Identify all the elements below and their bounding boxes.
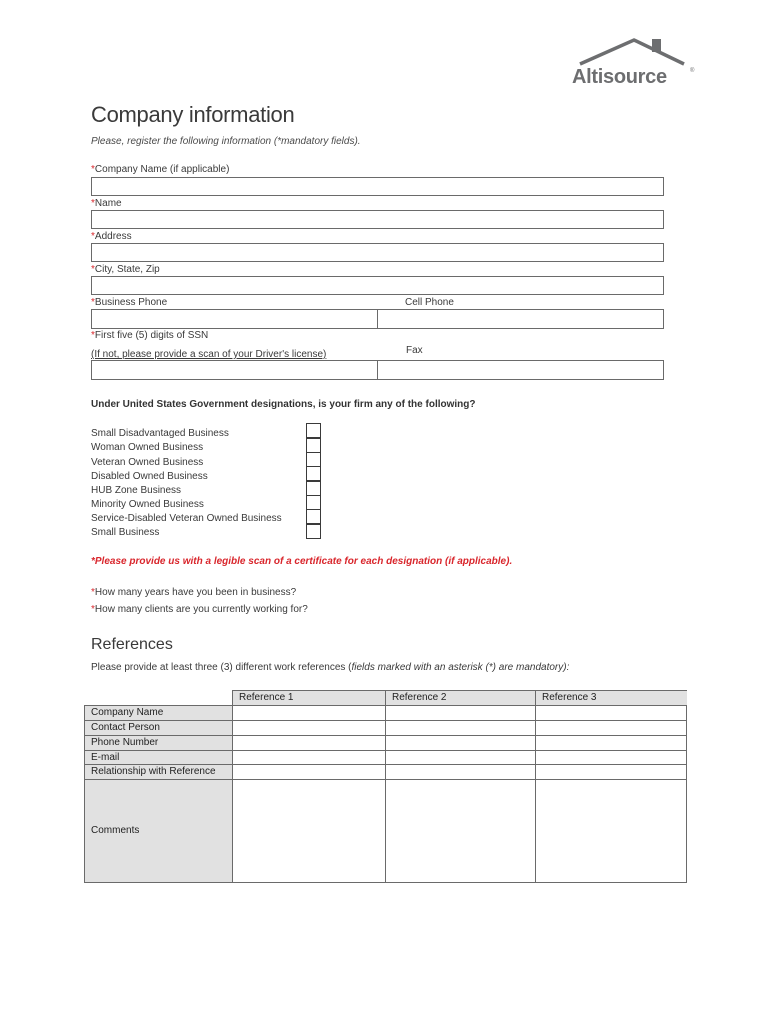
ssn-note: (If not, please provide a scan of your Driver's license) xyxy=(91,349,327,360)
reference-3-company-name-cell[interactable] xyxy=(536,706,687,721)
current-clients-question: *How many clients are you currently working for? xyxy=(91,604,308,615)
city-state-zip-label: *City, State, Zip xyxy=(91,264,160,275)
row-label-contact-person: Contact Person xyxy=(85,721,233,736)
designation-checkbox-woman-owned[interactable] xyxy=(306,438,321,453)
designation-item: Service-Disabled Veteran Owned Business xyxy=(91,513,282,524)
references-intro: Please provide at least three (3) different work references (fields marked with an asterisk (*) are mandatory): xyxy=(91,662,570,673)
registered-mark: ® xyxy=(690,68,695,74)
reference-2-contact-person-cell[interactable] xyxy=(386,721,536,736)
designation-checkbox-small-disadvantaged[interactable] xyxy=(306,423,321,438)
row-label-comments: Comments xyxy=(85,780,233,882)
designation-checkbox-hub-zone[interactable] xyxy=(306,481,321,496)
ssn-label: *First five (5) digits of SSN xyxy=(91,330,209,341)
row-label-company-name: Company Name xyxy=(85,706,233,721)
reference-2-company-name-cell[interactable] xyxy=(386,706,536,721)
designation-item: HUB Zone Business xyxy=(91,485,182,496)
house-roof-icon xyxy=(572,36,696,70)
fax-field[interactable] xyxy=(377,360,664,380)
city-state-zip-field[interactable] xyxy=(91,276,664,295)
page-title: Company information xyxy=(91,102,295,127)
reference-2-relationship-cell[interactable] xyxy=(386,765,536,780)
reference-1-company-name-cell[interactable] xyxy=(233,706,386,721)
altisource-logo xyxy=(572,36,696,92)
row-label-relationship: Relationship with Reference xyxy=(85,765,233,780)
references-title: References xyxy=(91,636,173,653)
column-header-reference-3: Reference 3 xyxy=(536,691,687,706)
reference-1-comments-cell[interactable] xyxy=(233,780,386,882)
designation-item: Small Business xyxy=(91,527,160,538)
business-phone-label: *Business Phone xyxy=(91,297,168,308)
years-in-business-question: *How many years have you been in business? xyxy=(91,587,297,598)
designation-item: Small Disadvantaged Business xyxy=(91,428,229,439)
company-name-label: *Company Name (if applicable) xyxy=(91,164,230,175)
reference-2-phone-number-cell[interactable] xyxy=(386,736,536,751)
reference-1-contact-person-cell[interactable] xyxy=(233,721,386,736)
cell-phone-field[interactable] xyxy=(377,309,664,329)
reference-2-email-cell[interactable] xyxy=(386,751,536,765)
reference-1-email-cell[interactable] xyxy=(233,751,386,765)
references-table xyxy=(84,690,687,883)
row-label-email: E-mail xyxy=(85,751,233,765)
reference-2-comments-cell[interactable] xyxy=(386,780,536,882)
name-field[interactable] xyxy=(91,210,664,229)
fax-label: Fax xyxy=(406,345,423,356)
reference-3-relationship-cell[interactable] xyxy=(536,765,687,780)
designation-item: Disabled Owned Business xyxy=(91,471,208,482)
table-corner xyxy=(84,690,233,706)
designation-checkbox-veteran-owned[interactable] xyxy=(306,452,321,467)
designations-question: Under United States Government designations, is your firm any of the following? xyxy=(91,399,476,410)
address-field[interactable] xyxy=(91,243,664,262)
column-header-reference-2: Reference 2 xyxy=(386,691,536,706)
reference-3-email-cell[interactable] xyxy=(536,751,687,765)
row-label-phone-number: Phone Number xyxy=(85,736,233,751)
logo-text: Altisource xyxy=(572,66,667,88)
column-header-reference-1: Reference 1 xyxy=(233,691,386,706)
name-label: *Name xyxy=(91,198,122,209)
company-name-field[interactable] xyxy=(91,177,664,196)
reference-3-comments-cell[interactable] xyxy=(536,780,687,882)
designation-item: Veteran Owned Business xyxy=(91,457,204,468)
reference-1-relationship-cell[interactable] xyxy=(233,765,386,780)
address-label: *Address xyxy=(91,231,132,242)
designation-checkbox-disabled-owned[interactable] xyxy=(306,466,321,481)
designation-checkbox-service-disabled-veteran[interactable] xyxy=(306,509,321,524)
reference-3-phone-number-cell[interactable] xyxy=(536,736,687,751)
designation-checkbox-minority-owned[interactable] xyxy=(306,495,321,510)
reference-3-contact-person-cell[interactable] xyxy=(536,721,687,736)
cell-phone-label: Cell Phone xyxy=(405,297,454,308)
ssn-field[interactable] xyxy=(91,360,378,380)
designation-item: Minority Owned Business xyxy=(91,499,204,510)
certificate-note: *Please provide us with a legible scan of a certificate for each designation (if applicable). xyxy=(91,556,513,567)
designation-checkbox-small-business[interactable] xyxy=(306,524,321,539)
page-subtitle: Please, register the following information (*mandatory fields). xyxy=(91,136,361,147)
reference-1-phone-number-cell[interactable] xyxy=(233,736,386,751)
designation-item: Woman Owned Business xyxy=(91,442,204,453)
business-phone-field[interactable] xyxy=(91,309,378,329)
